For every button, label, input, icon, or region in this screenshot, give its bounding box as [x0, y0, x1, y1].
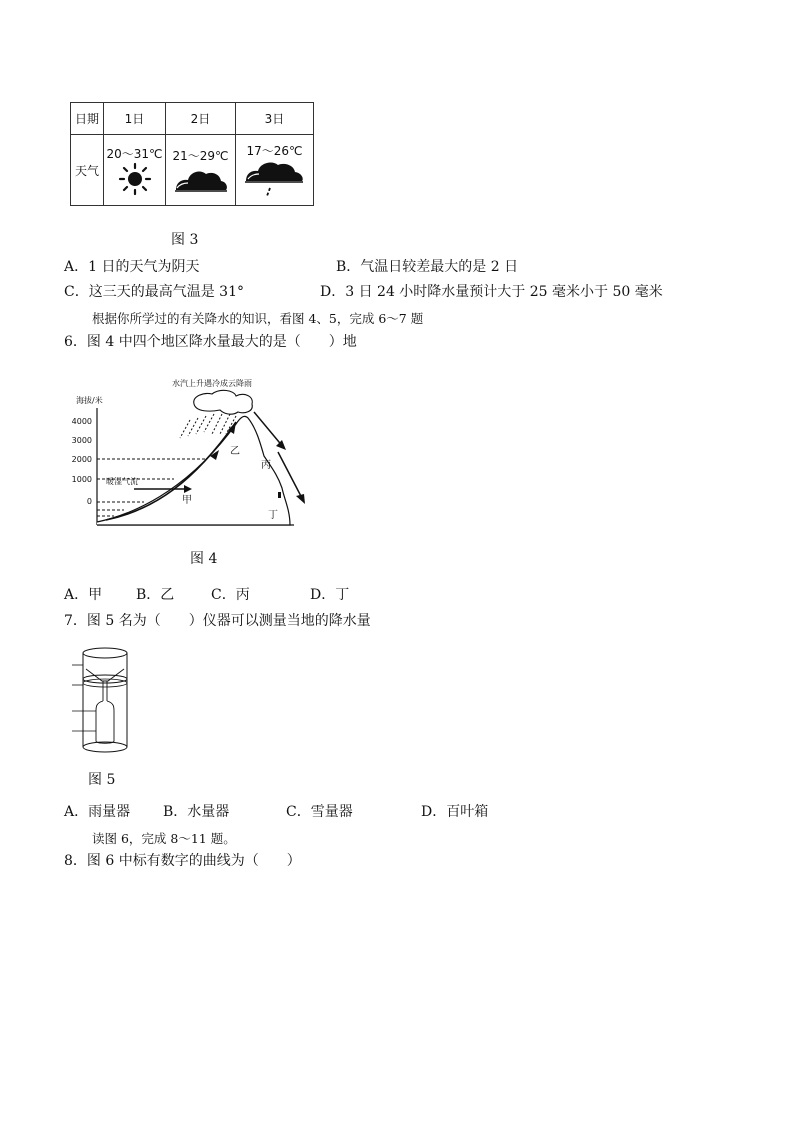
header-day1: 1日 [104, 103, 166, 135]
q6-option-d: D．丁 [310, 587, 350, 603]
q6-stem: 6．图 4 中四个地区降水量最大的是（ ）地 [64, 334, 357, 350]
day3-temp: 17～26℃ [246, 144, 303, 158]
day2-temp: 21～29℃ [172, 149, 229, 163]
tick-0: 0 [86, 497, 92, 506]
header-date: 日期 [71, 103, 104, 135]
q7-stem: 7．图 5 名为（ ）仪器可以测量当地的降水量 [64, 613, 371, 629]
tick-4000: 4000 [71, 417, 92, 426]
day3-cell [236, 135, 314, 206]
fig5-rain-gauge [70, 645, 140, 755]
q6-option-b: B．乙 [136, 587, 175, 603]
q7-option-a: A．雨量器 [64, 804, 131, 820]
header-day3: 3日 [236, 103, 314, 135]
q7-option-d: D．百叶箱 [421, 804, 489, 820]
weather-table [70, 102, 314, 206]
intro-8-11: 读图 6，完成 8～11 题。 [92, 831, 236, 846]
header-day2: 2日 [166, 103, 236, 135]
fig4-caption: 图 4 [190, 551, 218, 567]
fig5-caption: 图 5 [88, 772, 116, 788]
q8-stem: 8．图 6 中标有数字的曲线为（ ） [64, 853, 301, 869]
day2-cell [166, 135, 236, 206]
q7-option-b: B．水量器 [163, 804, 230, 820]
tick-2000: 2000 [71, 455, 92, 464]
q5-option-c: C．这三天的最高气温是 31° [64, 284, 244, 300]
point-yi: 乙 [230, 446, 240, 457]
tick-3000: 3000 [71, 436, 92, 445]
q7-option-c: C．雪量器 [286, 804, 353, 820]
cloud-rain-icon [242, 159, 308, 199]
q5-option-a: A．1 日的天气为阴天 [64, 259, 200, 275]
tick-1000: 1000 [71, 475, 92, 484]
point-bing: 丙 [261, 460, 271, 471]
q5-option-d: D．3 日 24 小时降水量预计大于 25 毫米小于 50 毫米 [320, 284, 663, 300]
q6-option-a: A．甲 [64, 587, 103, 603]
fig4-airflow-label: 暖湿气流 [106, 477, 138, 486]
fig4-title: 水汽上升遇冷成云降雨 [172, 379, 252, 388]
q6-option-c: C．丙 [211, 587, 250, 603]
fig4-ylabel: 海拔/米 [76, 396, 103, 405]
row-label-weather: 天气 [71, 135, 104, 206]
day1-temp: 20～31℃ [106, 147, 163, 161]
fig3-caption: 图 3 [171, 232, 199, 248]
fig4-diagram [64, 372, 314, 532]
q5-option-b: B．气温日较差最大的是 2 日 [336, 259, 519, 275]
intro-6-7: 根据你所学过的有关降水的知识，看图 4、5，完成 6～7 题 [92, 311, 424, 326]
cloud-icon [172, 164, 230, 194]
day1-cell [104, 135, 166, 206]
point-ding: 丁 [268, 510, 278, 521]
point-jia: 甲 [182, 495, 192, 506]
sun-icon [115, 162, 155, 196]
